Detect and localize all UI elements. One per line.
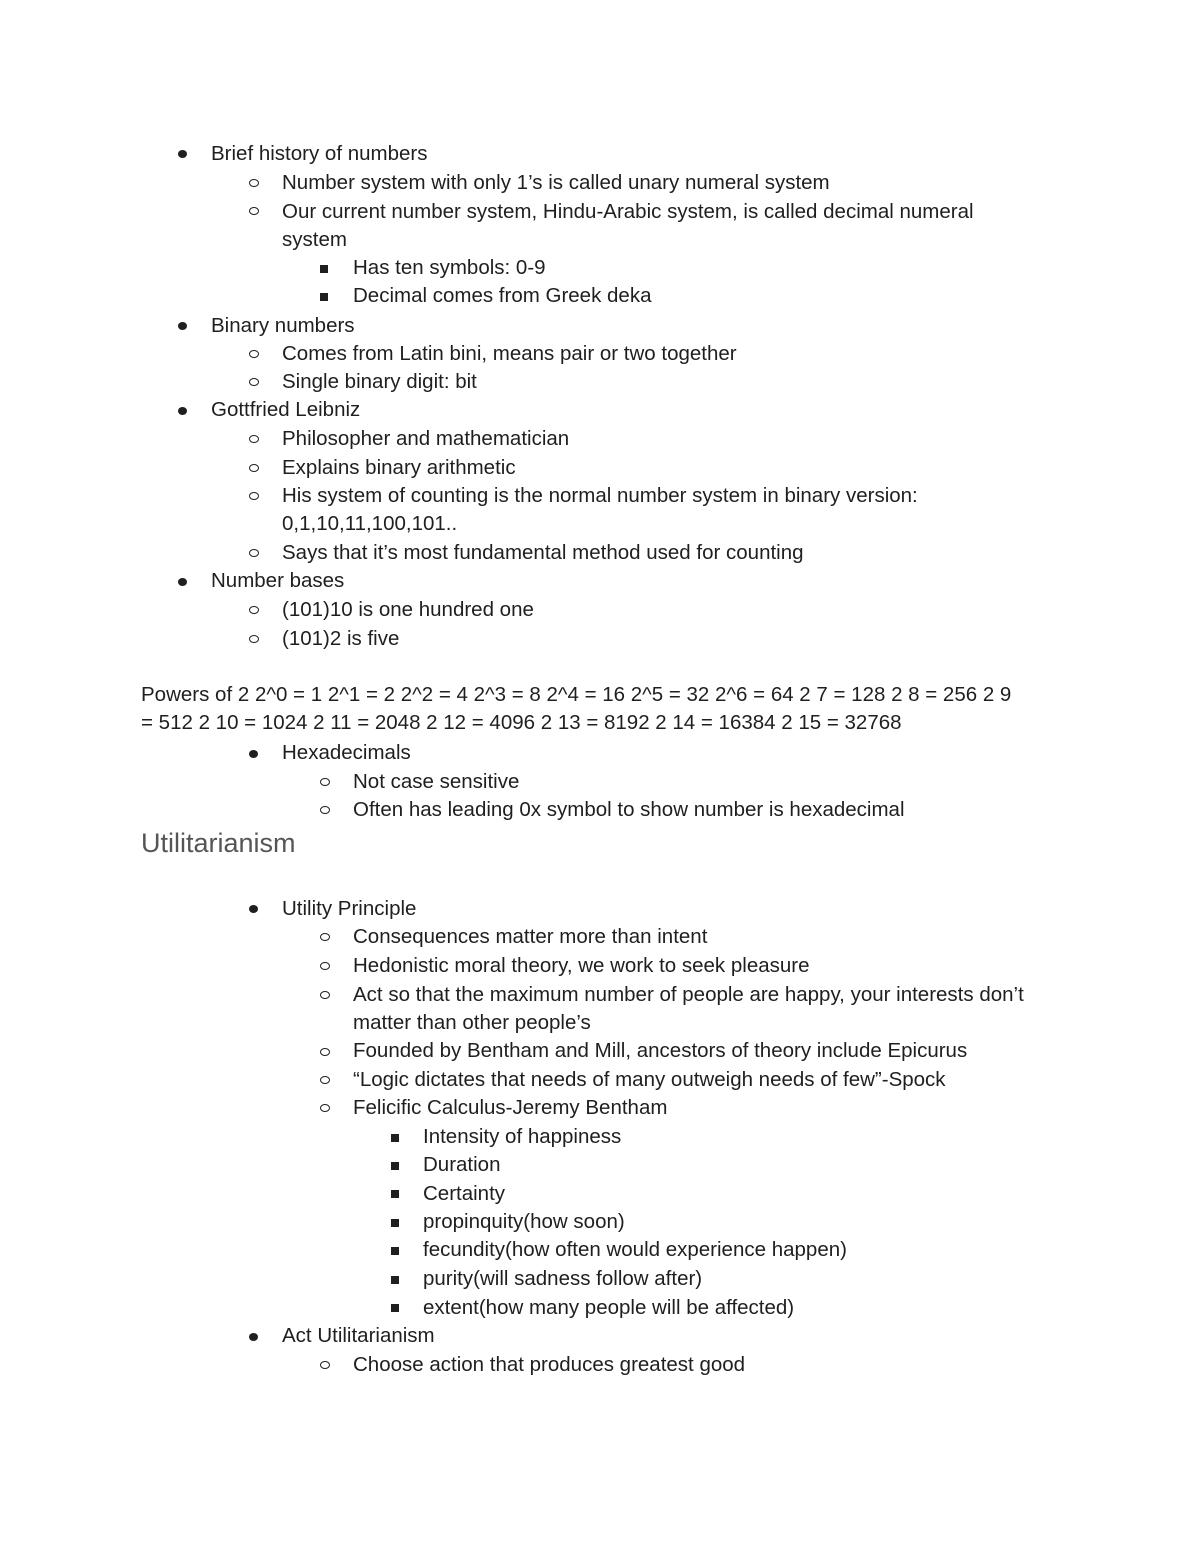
list-item: propinquity(how soon) <box>423 1210 625 1233</box>
list-item: Gottfried Leibniz <box>211 398 361 421</box>
bullet-square-icon <box>391 1162 399 1170</box>
bullet-disc-icon <box>178 407 187 415</box>
list-item: Act Utilitarianism <box>282 1324 435 1347</box>
bullet-disc-icon <box>249 1333 258 1341</box>
section-heading: Utilitarianism <box>141 828 296 858</box>
bullet-circle-icon <box>249 378 259 386</box>
list-item: extent(how many people will be affected) <box>423 1296 795 1319</box>
list-item: Our current number system, Hindu-Arabic system, is called decimal numeral <box>282 200 974 223</box>
list-item: Duration <box>423 1153 501 1176</box>
list-item: Consequences matter more than intent <box>353 925 708 948</box>
list-item: Number system with only 1’s is called unary numeral system <box>282 171 830 194</box>
list-item: Philosopher and mathematician <box>282 427 570 450</box>
bullet-square-icon <box>391 1190 399 1198</box>
list-item: Certainty <box>423 1182 506 1205</box>
list-item-continuation: 0,1,10,11,100,101.. <box>282 512 458 535</box>
list-item-continuation: system <box>282 228 347 251</box>
bullet-square-icon <box>391 1276 399 1284</box>
bullet-circle-icon <box>249 179 259 187</box>
powers-paragraph-line: = 512 2 10 = 1024 2 11 = 2048 2 12 = 4096 2 13 = 8192 2 14 = 16384 2 15 = 32768 <box>141 711 902 734</box>
list-item: Number bases <box>211 569 345 592</box>
list-item: Comes from Latin bini, means pair or two together <box>282 342 737 365</box>
list-item: purity(will sadness follow after) <box>423 1267 703 1290</box>
bullet-circle-icon <box>320 806 330 814</box>
list-item: Binary numbers <box>211 314 355 337</box>
bullet-disc-icon <box>178 322 187 330</box>
list-item: (101)10 is one hundred one <box>282 598 534 621</box>
bullet-square-icon <box>391 1247 399 1255</box>
bullet-square-icon <box>391 1134 399 1142</box>
bullet-circle-icon <box>249 606 259 614</box>
bullet-circle-icon <box>249 435 259 443</box>
bullet-disc-icon <box>249 750 258 758</box>
bullet-circle-icon <box>320 1048 330 1056</box>
bullet-circle-icon <box>320 962 330 970</box>
bullet-circle-icon <box>320 933 330 941</box>
list-item: Has ten symbols: 0-9 <box>353 256 546 279</box>
list-item: His system of counting is the normal number system in binary version: <box>282 484 918 507</box>
list-item: Decimal comes from Greek deka <box>353 284 652 307</box>
bullet-square-icon <box>320 293 328 301</box>
bullet-circle-icon <box>249 492 259 500</box>
bullet-circle-icon <box>320 1361 330 1369</box>
bullet-circle-icon <box>249 207 259 215</box>
list-item: Not case sensitive <box>353 770 520 793</box>
bullet-disc-icon <box>249 905 258 913</box>
list-item: (101)2 is five <box>282 627 400 650</box>
bullet-square-icon <box>391 1219 399 1227</box>
bullet-circle-icon <box>320 778 330 786</box>
list-item: Often has leading 0x symbol to show number is hexadecimal <box>353 798 905 821</box>
bullet-circle-icon <box>249 350 259 358</box>
list-item: Act so that the maximum number of people are happy, your interests don’t <box>353 983 1024 1006</box>
bullet-circle-icon <box>320 1076 330 1084</box>
list-item: Single binary digit: bit <box>282 370 477 393</box>
list-item: Felicific Calculus-Jeremy Bentham <box>353 1096 668 1119</box>
list-item-continuation: matter than other people’s <box>353 1011 591 1034</box>
bullet-circle-icon <box>249 464 259 472</box>
list-item: “Logic dictates that needs of many outweigh needs of few”-Spock <box>353 1068 946 1091</box>
list-item: Hexadecimals <box>282 741 411 764</box>
list-item: fecundity(how often would experience happen) <box>423 1238 847 1261</box>
list-item: Founded by Bentham and Mill, ancestors of theory include Epicurus <box>353 1039 968 1062</box>
bullet-circle-icon <box>249 635 259 643</box>
bullet-square-icon <box>320 265 328 273</box>
bullet-circle-icon <box>249 549 259 557</box>
list-item: Brief history of numbers <box>211 142 428 165</box>
bullet-disc-icon <box>178 150 187 158</box>
list-item: Utility Principle <box>282 897 417 920</box>
bullet-circle-icon <box>320 991 330 999</box>
list-item: Choose action that produces greatest good <box>353 1353 746 1376</box>
list-item: Hedonistic moral theory, we work to seek pleasure <box>353 954 810 977</box>
list-item: Intensity of happiness <box>423 1125 622 1148</box>
powers-paragraph-line: Powers of 2 2^0 = 1 2^1 = 2 2^2 = 4 2^3 = 8 2^4 = 16 2^5 = 32 2^6 = 64 2 7 = 128 2 8 = 256 2 9 <box>141 683 1012 706</box>
list-item: Explains binary arithmetic <box>282 456 516 479</box>
bullet-disc-icon <box>178 578 187 586</box>
bullet-square-icon <box>391 1304 399 1312</box>
list-item: Says that it’s most fundamental method used for counting <box>282 541 804 564</box>
bullet-circle-icon <box>320 1104 330 1112</box>
